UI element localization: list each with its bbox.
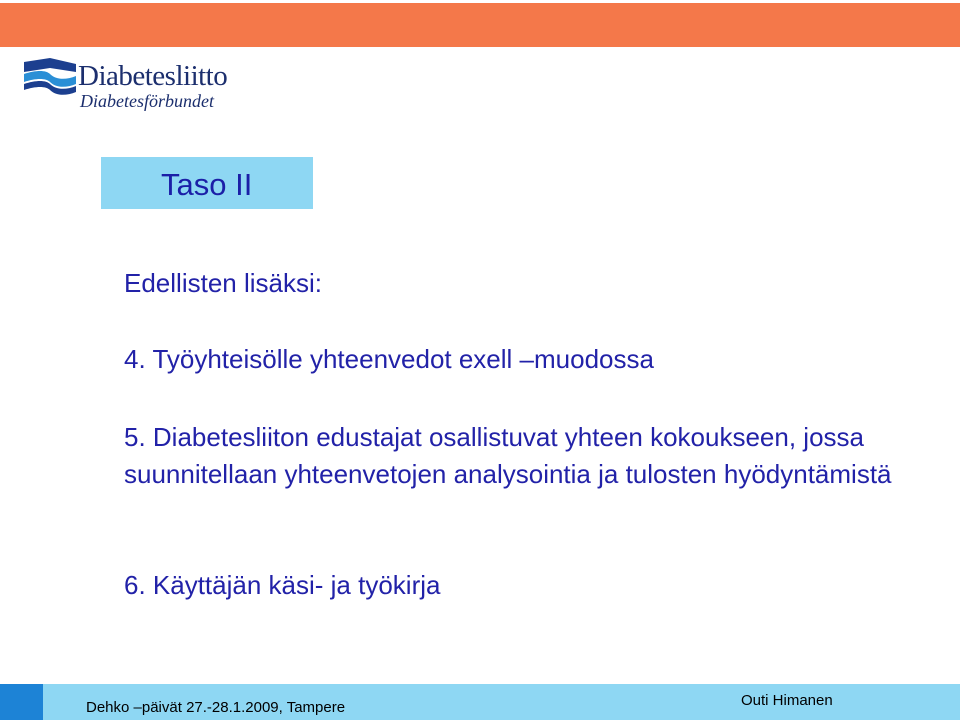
intro-text: Edellisten lisäksi: bbox=[124, 268, 322, 298]
logo-subtitle: Diabetesförbundet bbox=[80, 91, 214, 111]
logo-name: Diabetesliitto bbox=[78, 60, 228, 92]
title-box bbox=[101, 157, 313, 209]
list-item-4: 4. Työyhteisölle yhteenvedot exell –muodossa bbox=[124, 344, 654, 374]
slide-title: Taso II bbox=[161, 167, 253, 202]
top-orange-bar bbox=[0, 0, 960, 50]
logo-wave-icon bbox=[22, 58, 78, 98]
list-item-6: 6. Käyttäjän käsi- ja työkirja bbox=[124, 570, 441, 600]
diabetesliitto-logo bbox=[22, 58, 262, 113]
footer-bar bbox=[0, 684, 960, 720]
footer-event: Dehko –päivät 27.-28.1.2009, Tampere bbox=[86, 699, 346, 716]
list-item-5: 5. Diabetesliiton edustajat osallistuvat yhteen kokoukseen, jossa suunnitellaan yhteenvetojen analysointia ja tulosten hyödyntämistä bbox=[124, 422, 892, 489]
footer-author: Outi Himanen bbox=[741, 692, 833, 709]
footer-accent-square bbox=[0, 684, 43, 720]
